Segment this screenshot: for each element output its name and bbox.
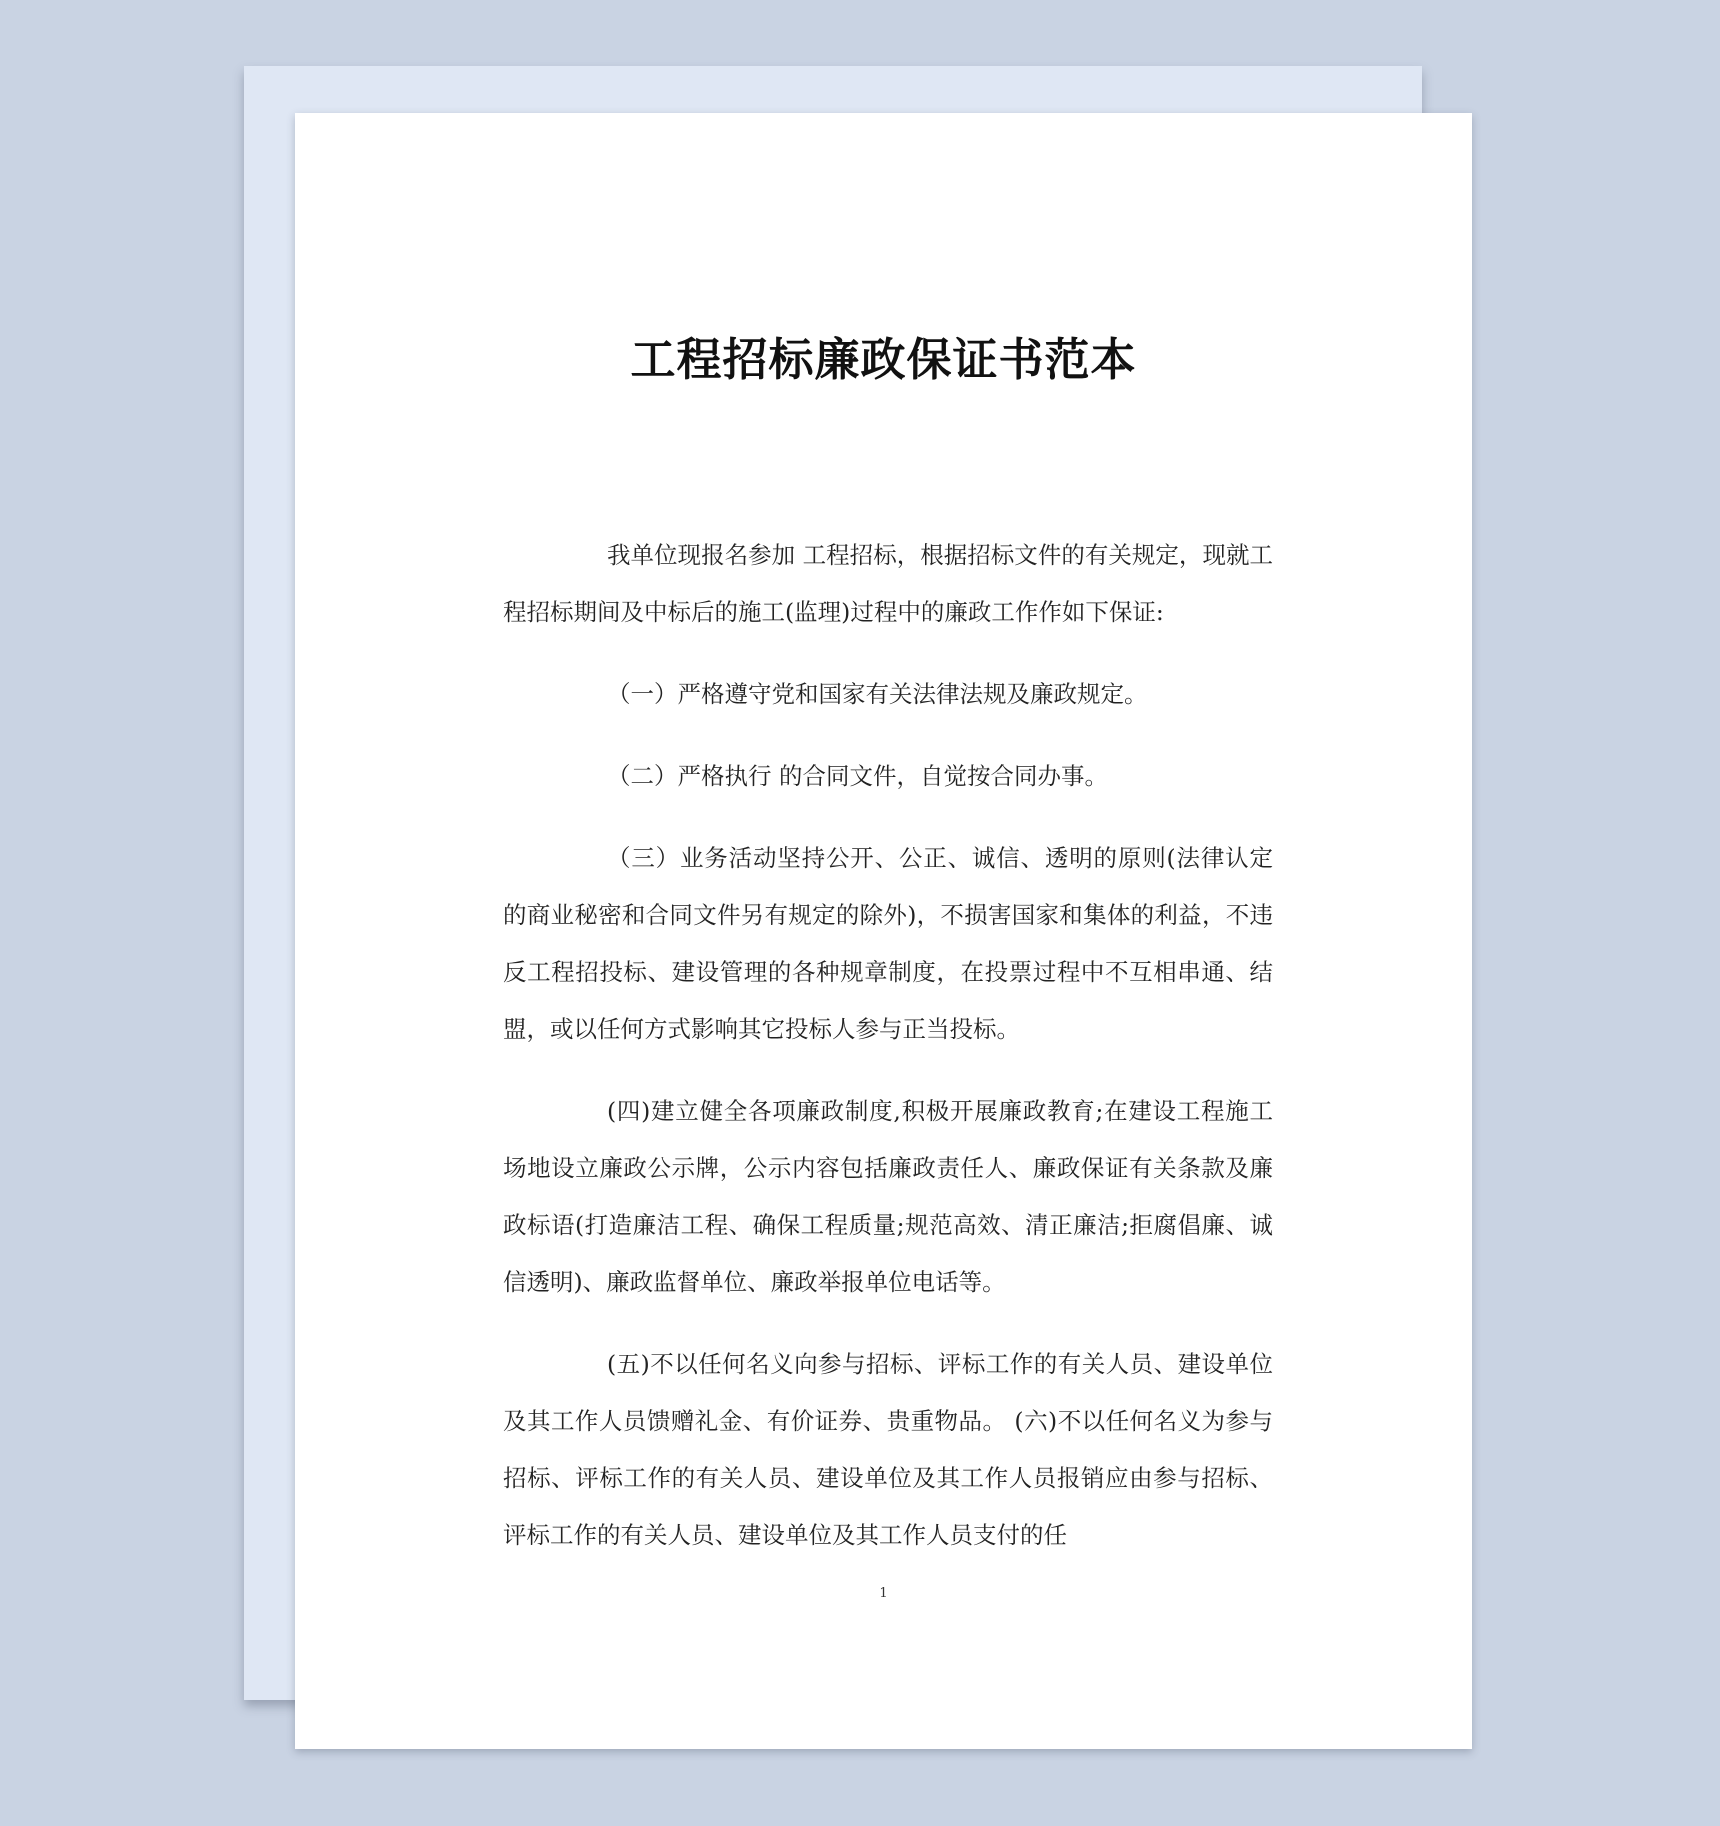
paragraph-intro: 我单位现报名参加 工程招标，根据招标文件的有关规定，现就工程招标期间及中标后的施工(监理)过程中的廉政工作作如下保证: xyxy=(503,541,1273,626)
document-title: 工程招标廉政保证书范本 xyxy=(630,333,1137,386)
document-body xyxy=(503,527,1273,1589)
paragraph-clause-3: （三）业务活动坚持公开、公正、诚信、透明的原则(法律认定的商业秘密和合同文件另有规定的除外)，不损害国家和集体的利益，不违反工程招投标、建设管理的各种规章制度，在投票过程中不互相串通、结盟，或以任何方式影响其它投标人参与正当投标。 xyxy=(503,844,1273,1043)
page-number: 1 xyxy=(879,1586,888,1601)
paragraph-clause-2: （二）严格执行 的合同文件，自觉按合同办事。 xyxy=(607,762,1108,790)
document-page xyxy=(295,113,1472,1749)
paragraph-clause-5-6: (五)不以任何名义向参与招标、评标工作的有关人员、建设单位及其工作人员馈赠礼金、有价证券、贵重物品。 (六)不以任何名义为参与招标、评标工作的有关人员、建设单位及其工作人员报销应由参与招标、评标工作的有关人员、建设单位及其工作人员支付的任 xyxy=(503,1350,1273,1549)
paragraph-clause-1: （一）严格遵守党和国家有关法律法规及廉政规定。 xyxy=(607,680,1148,708)
paragraph-clause-4: (四)建立健全各项廉政制度,积极开展廉政教育;在建设工程施工场地设立廉政公示牌，公示内容包括廉政责任人、廉政保证有关条款及廉政标语(打造廉洁工程、确保工程质量;规范高效、清正廉洁;拒腐倡廉、诚信透明)、廉政监督单位、廉政举报单位电话等。 xyxy=(503,1097,1273,1296)
